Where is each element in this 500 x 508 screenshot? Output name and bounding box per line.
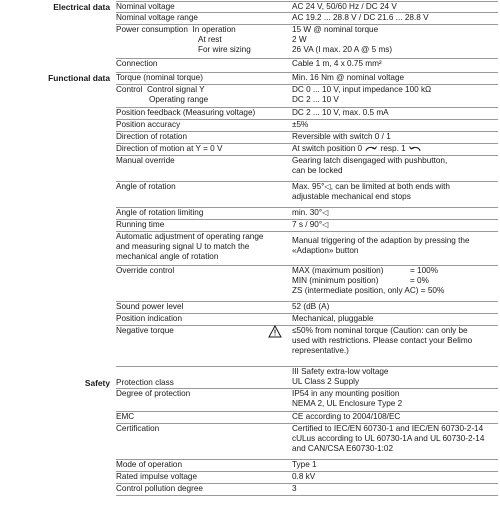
angle-line: Max. 95°◁, can be limited at both ends with [292,182,450,191]
auto-adjust-value-line: Manual triggering of the adaption by pressing the [292,236,470,245]
value-sound: 52 (dB (A) [292,302,330,311]
section-heading-safety: Safety [84,378,110,388]
direction-y0-mid: resp. 1 [380,144,406,153]
label-protection-class: Protection class [116,378,174,387]
power-at-rest-label: At rest [198,35,222,44]
negative-torque-line: ≤50% from nominal torque (Caution: can only be [292,326,468,335]
label-voltage-range: Nominal voltage range [116,13,198,22]
label-position-feedback: Position feedback (Measuring voltage) [116,108,256,117]
operating-range-value: DC 2 ... 10 V [292,95,339,104]
value-impulse: 0.8 kV [292,472,316,481]
value-protection-class [292,367,498,387]
auto-adjust-line: Automatic adjustment of operating range [116,232,264,241]
value-override-control [292,266,498,296]
power-wire-sizing-value: 26 VA (I max. 20 A @ 5 ms) [292,45,393,54]
counterclockwise-arrow-icon [408,145,422,153]
label-negative-torque: Negative torque [116,326,174,335]
value-position-accuracy: ±5% [292,120,309,129]
label-certification: Certification [116,424,160,433]
control-signal-label: Control signal Y [146,85,205,94]
certification-line: Certified to IEC/EN 60730-1 and IEC/EN 60730-2-14 [292,424,484,433]
auto-adjust-line: and measuring signal U to match the [116,242,250,251]
degree-line: IP54 in any mounting position [292,389,400,398]
negative-torque-line: representative.) [292,346,349,355]
value-voltage-range: AC 19.2 ... 28.8 V / DC 21.6 ... 28.8 V [292,13,429,22]
label-auto-adjust [116,232,288,262]
value-control [292,85,498,105]
value-running-time: 7 s / 90°◁ [292,220,329,229]
degree-line: NEMA 2, UL Enclosure Type 2 [292,399,403,408]
direction-y0-prefix: At switch position 0 [292,144,363,153]
power-at-rest-value: 2 W [292,35,307,44]
control-signal-value: DC 0 ... 10 V, input impedance 100 kΩ [292,85,432,94]
override-max-label: MAX (maximum position) [292,266,384,275]
label-control [116,85,288,105]
override-min-label: MIN (minimum position) [292,276,379,285]
label-direction: Direction of rotation [116,132,187,141]
value-connection: Cable 1 m, 4 x 0.75 mm² [292,59,382,68]
value-pollution: 3 [292,484,297,493]
operating-range-label: Operating range [149,95,209,104]
manual-override-line: Gearing latch disengaged with pushbutton, [292,156,448,165]
label-power-consumption [116,25,288,55]
row-divider [116,495,498,496]
certification-line: and CAN/CSA E60730-1:02 [292,444,394,453]
override-min-value: = 0% [410,276,429,285]
value-manual-override [292,156,498,176]
protection-class-line: UL Class 2 Supply [292,377,360,386]
label-torque: Torque (nominal torque) [116,73,203,82]
label-angle: Angle of rotation [116,182,176,191]
value-degree-protection [292,389,498,409]
value-angle-limiting: min. 30°◁ [292,208,329,217]
value-emc: CE according to 2004/108/EC [292,412,401,421]
label-emc: EMC [116,412,135,421]
value-torque: Min. 16 Nm @ nominal voltage [292,73,405,82]
auto-adjust-line: mechanical angle of rotation [116,252,219,261]
label-nominal-voltage: Nominal voltage [116,2,175,11]
label-running-time: Running time [116,220,165,229]
negative-torque-line: used with restrictions. Please contact your Belimo [292,336,473,345]
auto-adjust-value-line: «Adaption» button [292,246,359,255]
value-direction: Reversible with switch 0 / 1 [292,132,391,141]
power-in-operation-label: In operation [192,25,236,34]
label-direction-y0: Direction of motion at Y = 0 V [116,144,223,153]
section-heading-electrical: Electrical data [53,2,110,12]
power-in-operation-value: 15 W @ nominal torque [292,25,379,34]
label-manual-override: Manual override [116,156,175,165]
value-position-indication: Mechanical, pluggable [292,314,374,323]
angle-line: adjustable mechanical end stops [292,192,411,201]
override-max-value: = 100% [410,266,438,275]
value-auto-adjust [292,236,498,256]
manual-override-line: can be locked [292,166,343,175]
override-zs: ZS (intermediate position, only AC) = 50% [292,286,445,295]
control-label: Control [116,85,143,94]
value-nominal-voltage: AC 24 V, 50/60 Hz / DC 24 V [292,2,397,11]
warning-icon [268,325,282,338]
label-sound: Sound power level [116,302,184,311]
protection-class-line: III Safety extra-low voltage [292,367,389,376]
value-mode: Type 1 [292,460,317,469]
section-heading-functional: Functional data [48,73,110,83]
value-certification [292,424,498,454]
certification-line: cULus according to UL 60730-1A and UL 60730-2-14 [292,434,485,443]
label-degree-protection: Degree of protection [116,389,191,398]
label-pollution: Control pollution degree [116,484,203,493]
power-label: Power consumption [116,25,188,34]
value-angle [292,182,498,202]
label-override-control: Override control [116,266,175,275]
value-negative-torque [292,326,498,356]
power-wire-sizing-label: For wire sizing [198,45,251,54]
value-power-consumption [292,25,498,55]
value-direction-y0 [292,144,498,154]
clockwise-arrow-icon [364,145,378,153]
label-connection: Connection [116,59,158,68]
label-mode: Mode of operation [116,460,182,469]
label-position-accuracy: Position accuracy [116,120,181,129]
label-angle-limiting: Angle of rotation limiting [116,208,204,217]
label-position-indication: Position indication [116,314,182,323]
label-impulse: Rated impulse voltage [116,472,198,481]
value-position-feedback: DC 2 ... 10 V, max. 0.5 mA [292,108,389,117]
